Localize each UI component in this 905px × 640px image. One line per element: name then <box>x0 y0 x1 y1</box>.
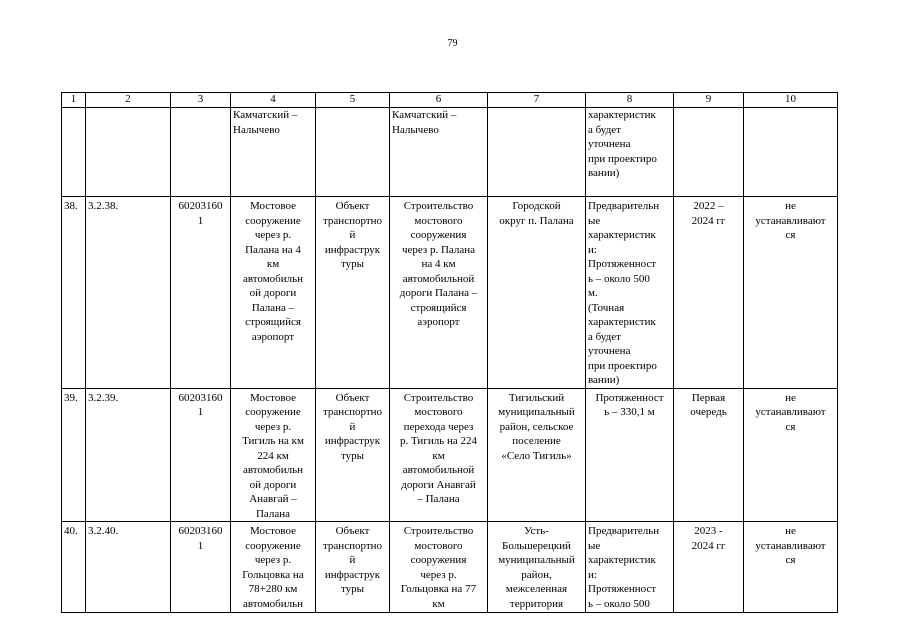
header-row <box>62 93 838 108</box>
object-code: 60203160 1 <box>171 522 231 613</box>
table-row <box>62 522 838 613</box>
object-code: 60203160 1 <box>171 388 231 522</box>
purpose: Строительство мостового сооружения через р. Палана на 4 км автомобильной дороги Палана – строящийся аэропорт <box>390 197 488 389</box>
table-row <box>62 108 838 197</box>
location: Городской округ п. Палана <box>488 197 586 389</box>
column-header-5: 5 <box>316 93 390 108</box>
period: Первая очередь <box>674 388 744 522</box>
object-type <box>316 108 390 197</box>
zones: не устанавливают ся <box>744 388 838 522</box>
period: 2022 – 2024 гг <box>674 197 744 389</box>
row-number: 38. <box>62 197 86 389</box>
item-code: 3.2.38. <box>86 197 171 389</box>
column-header-4: 4 <box>231 93 316 108</box>
column-header-8: 8 <box>586 93 674 108</box>
purpose: Камчатский – Налычево <box>390 108 488 197</box>
table-row <box>62 197 838 389</box>
location: Тигильский муниципальный район, сельское поселение «Село Тигиль» <box>488 388 586 522</box>
characteristics: Предварительн ые характеристик и: Протяженност ь – около 500 <box>586 522 674 613</box>
row-number: 39. <box>62 388 86 522</box>
column-header-7: 7 <box>488 93 586 108</box>
column-header-10: 10 <box>744 93 838 108</box>
document-table <box>61 92 838 613</box>
item-code: 3.2.39. <box>86 388 171 522</box>
object-type: Объект транспортно й инфраструк туры <box>316 197 390 389</box>
column-header-1: 1 <box>62 93 86 108</box>
period: 2023 - 2024 гг <box>674 522 744 613</box>
period <box>674 108 744 197</box>
object-type: Объект транспортно й инфраструк туры <box>316 388 390 522</box>
object-name: Мостовое сооружение через р. Гольцовка на 78+280 км автомобильн <box>231 522 316 613</box>
characteristics: Протяженност ь – 330,1 м <box>586 388 674 522</box>
item-code <box>86 108 171 197</box>
location <box>488 108 586 197</box>
characteristics: Предварительн ые характеристик и: Протяженност ь – около 500 м. (Точная характеристик а будет уточнена при проектиро вании) <box>586 197 674 389</box>
purpose: Строительство мостового сооружения через р. Гольцовка на 77 км <box>390 522 488 613</box>
characteristics: характеристик а будет уточнена при проектиро вании) <box>586 108 674 197</box>
object-name: Мостовое сооружение через р. Тигиль на км 224 км автомобильн ой дороги Анавгай – Палана <box>231 388 316 522</box>
zones: не устанавливают ся <box>744 522 838 613</box>
row-number <box>62 108 86 197</box>
object-code <box>171 108 231 197</box>
purpose: Строительство мостового перехода через р. Тигиль на 224 км автомобильной дороги Анавгай – Палана <box>390 388 488 522</box>
item-code: 3.2.40. <box>86 522 171 613</box>
column-header-2: 2 <box>86 93 171 108</box>
zones <box>744 108 838 197</box>
object-type: Объект транспортно й инфраструк туры <box>316 522 390 613</box>
column-header-9: 9 <box>674 93 744 108</box>
location: Усть- Большерецкий муниципальный район, межселенная территория <box>488 522 586 613</box>
column-header-3: 3 <box>171 93 231 108</box>
table-row <box>62 388 838 522</box>
page-number: 79 <box>447 38 458 49</box>
object-name: Мостовое сооружение через р. Палана на 4 км автомобильн ой дороги Палана – строящийся аэропорт <box>231 197 316 389</box>
object-code: 60203160 1 <box>171 197 231 389</box>
row-number: 40. <box>62 522 86 613</box>
object-name: Камчатский – Налычево <box>231 108 316 197</box>
column-header-6: 6 <box>390 93 488 108</box>
zones: не устанавливают ся <box>744 197 838 389</box>
